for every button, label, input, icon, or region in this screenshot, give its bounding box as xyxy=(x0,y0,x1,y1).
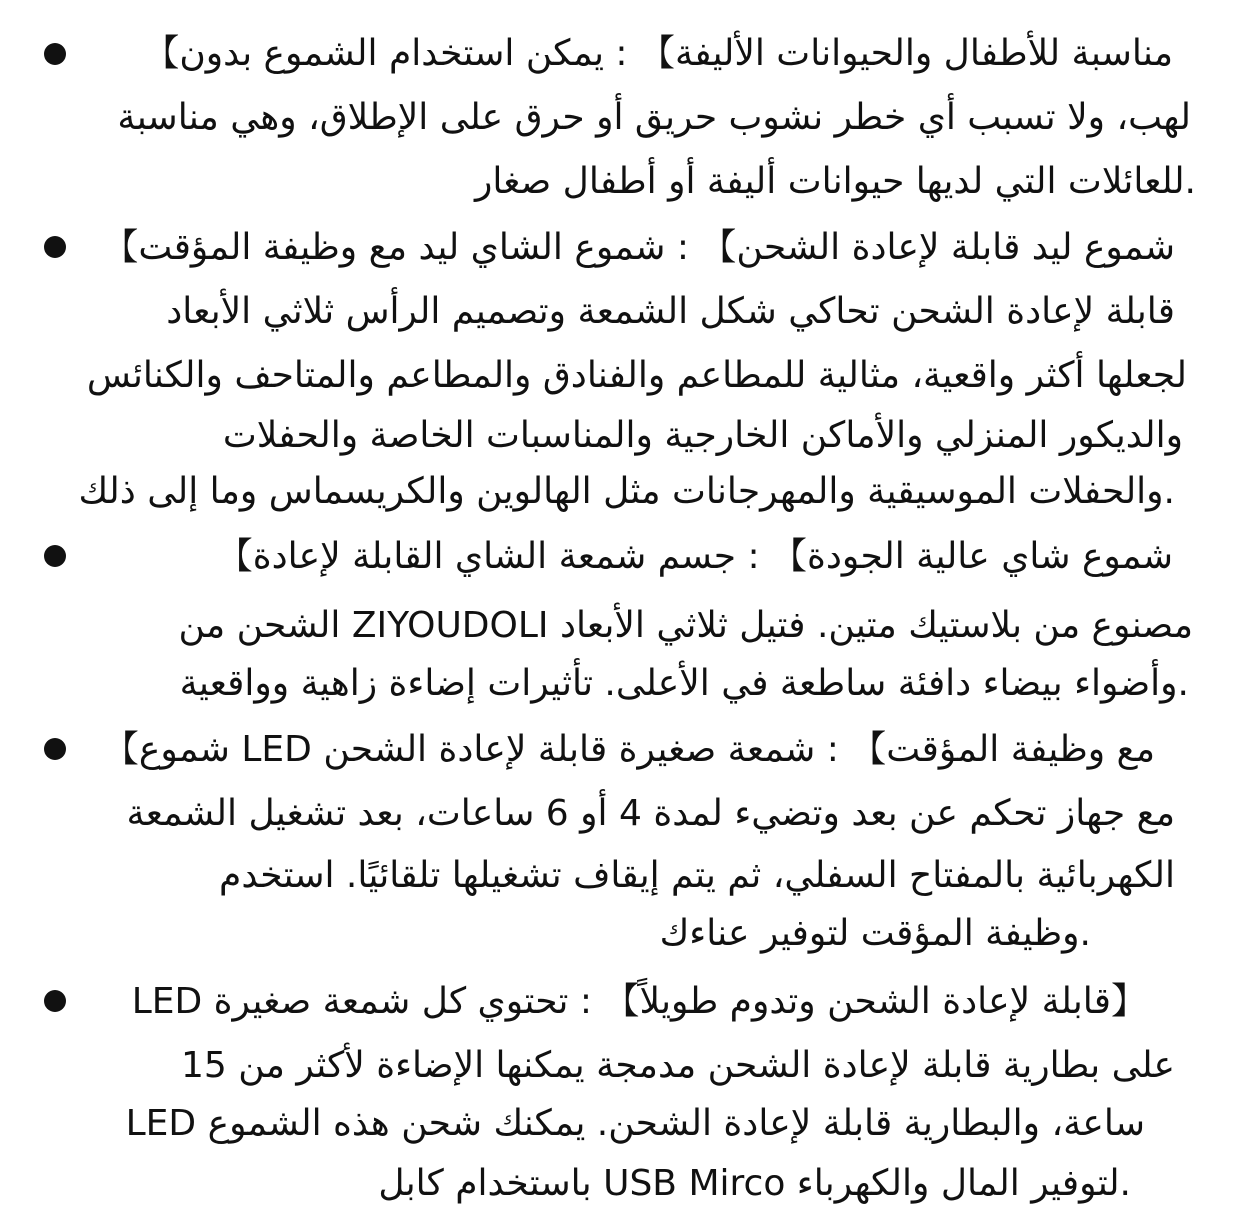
list-item-line: مع وظيفة المؤقت】 : شمعة صغيرة قابلة لإعادة الشحن LED شموع】 xyxy=(102,729,1155,770)
list-item-line: والديكور المنزلي والأماكن الخارجية والمناسبات الخاصة والحفلات xyxy=(222,415,1183,456)
bullet-icon xyxy=(44,545,66,567)
list-item-line: مصنوع من بلاستيك متين. فتيل ثلاثي الأبعاد ZIYOUDOLI الشحن من xyxy=(178,605,1193,646)
list-item-line: .وأضواء بيضاء دافئة ساطعة في الأعلى. تأثيرات إضاءة زاهية وواقعية xyxy=(179,663,1189,704)
bullet-icon xyxy=(44,236,66,258)
bullet-icon xyxy=(44,738,66,760)
list-item-line: .وظيفة المؤقت لتوفير عناءك xyxy=(659,913,1091,954)
list-item-line: .لتوفير المال والكهرباء USB Mirco باستخدام كابل xyxy=(378,1163,1131,1204)
list-item-line: شموع ليد قابلة لإعادة الشحن】 : شموع الشاي ليد مع وظيفة المؤقت】 xyxy=(102,227,1175,268)
list-item-line: مناسبة للأطفال والحيوانات الأليفة】 : يمكن استخدام الشموع بدون】 xyxy=(143,33,1173,74)
bullet-icon xyxy=(44,990,66,1012)
list-item-line: قابلة لإعادة الشحن تحاكي شكل الشمعة وتصميم الرأس ثلاثي الأبعاد xyxy=(166,291,1175,332)
list-item-line: الكهربائية بالمفتاح السفلي، ثم يتم إيقاف تشغيلها تلقائيًا. استخدم xyxy=(219,855,1175,896)
list-item-line: LED قابلة لإعادة الشحن وتدوم طويلاً】 : تحتوي كل شمعة صغيرة】 xyxy=(131,981,1147,1022)
list-item-line: LED ساعة، والبطارية قابلة لإعادة الشحن. يمكنك شحن هذه الشموع xyxy=(125,1103,1145,1144)
list-item-line: على بطارية قابلة لإعادة الشحن مدمجة يمكنها الإضاءة لأكثر من 15 xyxy=(181,1045,1175,1086)
list-item-line: مع جهاز تحكم عن بعد وتضيء لمدة 4 أو 6 ساعات، بعد تشغيل الشمعة xyxy=(126,793,1175,834)
bullet-icon xyxy=(44,43,66,65)
list-item-line: شموع شاي عالية الجودة】 : جسم شمعة الشاي القابلة لإعادة】 xyxy=(216,536,1173,577)
list-item-line: لهب، ولا تسبب أي خطر نشوب حريق أو حرق على الإطلاق، وهي مناسبة xyxy=(117,97,1191,138)
list-item-line: .والحفلات الموسيقية والمهرجانات مثل الهالوين والكريسماس وما إلى ذلك xyxy=(78,471,1175,512)
list-item-line: .للعائلات التي لديها حيوانات أليفة أو أطفال صغار xyxy=(474,161,1196,202)
list-item-line: لجعلها أكثر واقعية، مثالية للمطاعم والفنادق والمطاعم والمتاحف والكنائس xyxy=(86,355,1187,396)
